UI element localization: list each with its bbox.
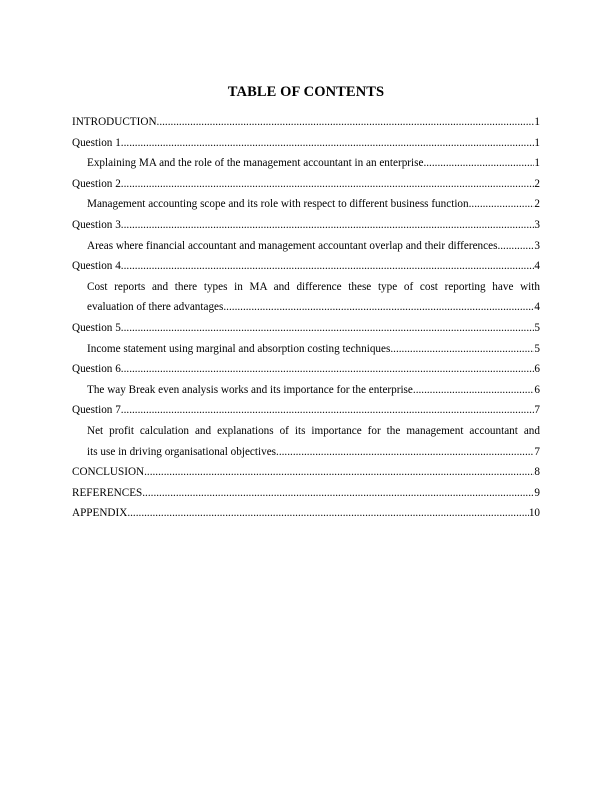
toc-entry-conclusion[interactable] <box>72 462 540 483</box>
toc-entry-label: Question 1 <box>72 136 121 149</box>
toc-leader-dots <box>121 318 535 339</box>
toc-entry-page: 7 <box>534 445 540 458</box>
toc-entry-question-1[interactable] <box>72 133 540 154</box>
toc-entry-label: Question 3 <box>72 218 121 231</box>
toc-entry-label: Question 4 <box>72 260 121 273</box>
toc-entry-introduction[interactable] <box>72 112 540 133</box>
toc-leader-dots <box>276 442 534 463</box>
toc-leader-dots <box>423 153 534 174</box>
toc-entry-page: 4 <box>534 260 540 273</box>
toc-entry-label-line2: evaluation of there advantages <box>87 301 224 314</box>
toc-entry-question-3[interactable] <box>72 215 540 236</box>
toc-entry-page: 1 <box>534 157 540 170</box>
toc-leader-dots <box>121 359 535 380</box>
toc-entry-label: Management accounting scope and its role with respect to different business function <box>87 198 469 211</box>
toc-leader-dots <box>142 483 534 504</box>
toc-leader-dots <box>469 194 535 215</box>
toc-entry-page: 10 <box>528 507 540 520</box>
toc-entry-label-line1: Cost reports and there types in MA and difference these type of cost reporting have with <box>87 280 540 293</box>
toc-leader-dots <box>121 133 535 154</box>
toc-title: TABLE OF CONTENTS <box>227 84 385 100</box>
toc-entry-label: CONCLUSION <box>72 466 145 479</box>
toc-subentry-cost-reports[interactable] <box>72 277 540 318</box>
toc-entry-question-6[interactable] <box>72 359 540 380</box>
toc-subentry-ma-scope[interactable] <box>72 194 540 215</box>
toc-entry-page: 3 <box>534 218 540 231</box>
toc-entry-label: Question 6 <box>72 363 121 376</box>
toc-subentry-explaining-ma[interactable] <box>72 153 540 174</box>
toc-entry-page: 5 <box>534 321 540 334</box>
toc-leader-dots <box>413 380 535 401</box>
toc-entry-page: 7 <box>534 404 540 417</box>
toc-entry-question-5[interactable] <box>72 318 540 339</box>
toc-leader-dots <box>223 297 534 318</box>
toc-entry-page: 2 <box>534 177 540 190</box>
toc-entry-page: 5 <box>534 342 540 355</box>
toc-entry-page: 6 <box>534 363 540 376</box>
toc-entry-appendix[interactable] <box>72 503 540 524</box>
toc-entry-page: 1 <box>534 116 540 128</box>
toc-subentry-income-statement[interactable] <box>72 339 540 360</box>
toc-subentry-accountant-overlap[interactable] <box>72 236 540 257</box>
toc-entry-page: 9 <box>534 486 540 499</box>
toc-entry-references[interactable] <box>72 483 540 504</box>
toc-entry-page: 6 <box>534 383 540 396</box>
toc-leader-dots <box>497 236 534 257</box>
toc-entry-question-4[interactable] <box>72 256 540 277</box>
toc-entry-line2 <box>87 442 540 463</box>
toc-entry-label: Question 2 <box>72 177 121 190</box>
toc-leader-dots <box>121 400 535 421</box>
toc-entry-page: 2 <box>534 198 540 211</box>
toc-entry-label: APPENDIX <box>72 507 128 520</box>
toc-entry-label: The way Break even analysis works and its importance for the enterprise <box>87 383 413 396</box>
toc-entry-label: Question 7 <box>72 404 121 417</box>
toc-leader-dots <box>127 503 528 524</box>
toc-entry-page: 4 <box>534 301 540 314</box>
toc-entry-label: Explaining MA and the role of the management accountant in an enterprise <box>87 157 424 170</box>
toc-leader-dots <box>157 112 535 133</box>
toc-entry-page: 3 <box>534 239 540 252</box>
toc-entry-label: INTRODUCTION <box>72 116 157 128</box>
toc-leader-dots <box>121 256 535 277</box>
table-of-contents <box>72 112 540 524</box>
toc-entry-page: 8 <box>534 466 540 479</box>
toc-entry-page: 1 <box>534 136 540 149</box>
toc-entry-question-2[interactable] <box>72 174 540 195</box>
toc-entry-label: Income statement using marginal and absorption costing techniques <box>87 342 391 355</box>
toc-subentry-net-profit[interactable] <box>72 421 540 462</box>
toc-subentry-break-even[interactable] <box>72 380 540 401</box>
toc-entry-label-line1: Net profit calculation and explanations of its importance for the management accountant and <box>87 424 540 437</box>
toc-entry-question-7[interactable] <box>72 400 540 421</box>
toc-entry-label: Areas where financial accountant and management accountant overlap and their differences <box>87 239 498 252</box>
toc-entry-label-line2: its use in driving organisational objectives <box>87 445 277 458</box>
toc-entry-label: Question 5 <box>72 321 121 334</box>
toc-leader-dots <box>121 174 535 195</box>
toc-leader-dots <box>390 339 534 360</box>
toc-entry-line2 <box>87 297 540 318</box>
toc-leader-dots <box>144 462 534 483</box>
toc-leader-dots <box>121 215 535 236</box>
toc-entry-label: REFERENCES <box>72 486 143 499</box>
